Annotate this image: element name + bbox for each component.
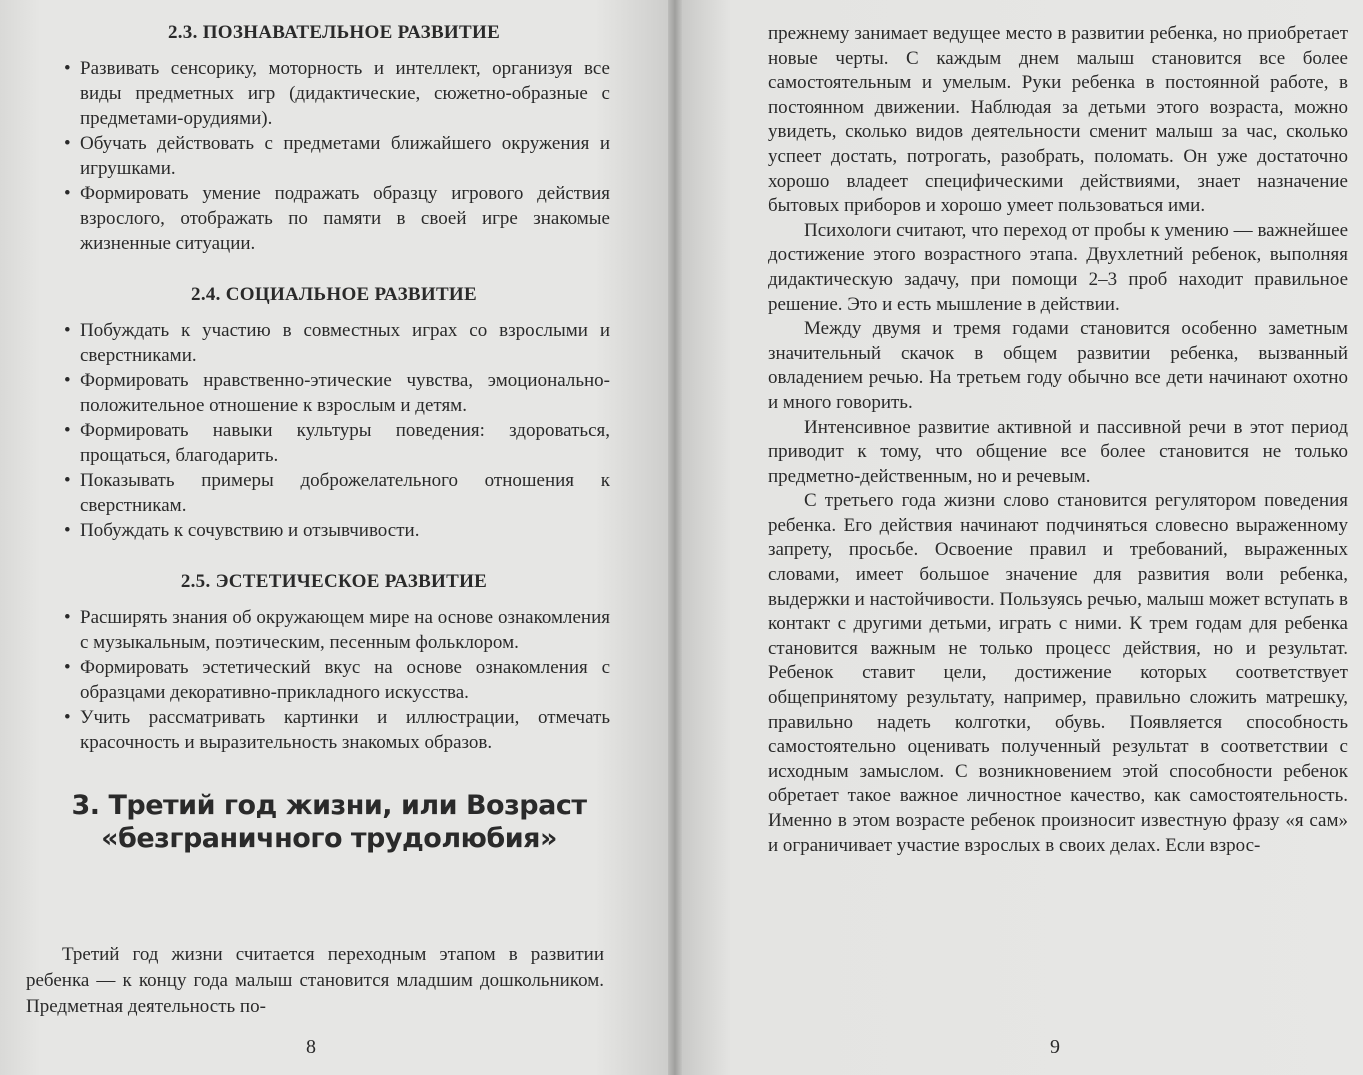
paragraph: Между двумя и тремя годами становится особенно заметным значительный скачок в общем развитии ребенка, вызванный овладением речью. На третьем году обычно все дети начинают охотно и много говорить. (768, 318, 1348, 413)
paragraph: Психологи считают, что переход от пробы к умению — важнейшее достижение этого возрастного этапа. Двухлетний ребенок, выполняя дидактическую задачу, при помощи 2–3 проб находит правильное решение. Это и есть мышление в действии. (768, 219, 1348, 315)
list-item: • Формировать нравственно-этические чувства, эмоционально-положительное отношение к взрослым и детям. (58, 368, 610, 418)
section-heading-social: 2.4. СОЦИАЛЬНОЕ РАЗВИТИЕ (191, 284, 477, 305)
paragraph: прежнему занимает ведущее место в развитии ребенка, но приобретает новые черты. С каждым днем малыш становится все более самостоятельным и умелым. Руки ребенка в постоянной работе, в постоянном движении. Наблюдая за детьми этого возраста, можно увидеть, сколько видов деятельности сменит малыш за час, сколько успеет достать, потрогать, разобрать, поломать. Он уже достаточно хорошо владеет специфическими действиями, знает назначение бытовых приборов и хорошо умеет пользоваться ими. (768, 23, 1348, 217)
chapter-title-line-1: 3. Третий год жизни, или Возраст (71, 790, 587, 821)
section-heading-aesthetic: 2.5. ЭСТЕТИЧЕСКОЕ РАЗВИТИЕ (180, 571, 488, 592)
right-page-content (768, 22, 1348, 858)
list-item: • Формировать умение подражать образцу игрового действия взрослого, отображать по памяти в своей игре знакомые жизненные ситуации. (58, 181, 610, 256)
aesthetic-list (58, 605, 610, 755)
page-number-left: 8 (306, 1036, 316, 1058)
book-spine (668, 0, 682, 1075)
list-item: • Формировать навыки культуры поведения: здороваться, прощаться, благодарить. (58, 418, 610, 468)
chapter-title (48, 789, 610, 855)
list-item: • Формировать эстетический вкус на основе ознакомления с образцами декоративно-прикладного искусства. (58, 655, 610, 705)
list-item: • Развивать сенсорику, моторность и интеллект, организуя все виды предметных игр (дидактические, сюжетно-образные с предметами-орудиями). (58, 56, 610, 131)
list-item: • Побуждать к сочувствию и отзывчивости. (58, 518, 610, 543)
cognitive-list (58, 56, 610, 256)
page-number-right: 9 (1050, 1036, 1060, 1058)
left-page-content (58, 18, 610, 855)
chapter-title-line-2: «безграничного трудолюбия» (101, 823, 557, 854)
list-item: • Расширять знания об окружающем мире на основе ознакомления с музыкальным, поэтическим, песенным фольклором. (58, 605, 610, 655)
list-item: • Показывать примеры доброжелательного отношения к сверстникам. (58, 468, 610, 518)
chapter-intro-paragraph: Третий год жизни считается переходным этапом в развитии ребенка — к концу года малыш становится младшим дошкольником. Предметная деятельность по- (26, 944, 604, 1017)
social-list (58, 318, 610, 543)
list-item: • Учить рассматривать картинки и иллюстрации, отмечать красочность и выразительность знакомых образов. (58, 705, 610, 755)
section-heading-cognitive: 2.3. ПОЗНАВАТЕЛЬНОЕ РАЗВИТИЕ (167, 22, 501, 43)
list-item: • Побуждать к участию в совместных играх со взрослыми и сверстниками. (58, 318, 610, 368)
list-item: • Обучать действовать с предметами ближайшего окружения и игрушками. (58, 131, 610, 181)
paragraph: Интенсивное развитие активной и пассивной речи в этот период приводит к тому, что общение все более становится не только предметно-действенным, но и речевым. (768, 416, 1348, 487)
paragraph: С третьего года жизни слово становится регулятором поведения ребенка. Его действия начинают подчиняться словесно выраженному запрету, просьбе. Освоение правил и требований, выраженных словами, имеет большое значение для развития воли ребенка, выдержки и настойчивости. Пользуясь речью, малыш может вступать в контакт с другими детьми, играть с ними. К трем годам для ребенка становится важным не только процесс действия, но и результат. Ребенок ставит цели, достижение которых соответствует общепринятому результату, например, правильно сложить матрешку, правильно надеть колготки, обувь. Появляется способность самостоятельно оценивать полученный результат в соответствии с исходным замыслом. С возникновением этой способности ребенок обретает такое важное личностное качество, как самостоятельность. Именно в этом возрасте ребенок произносит известную фразу «я сам» и ограничивает участие взрослых в своих делах. Если взрос- (768, 490, 1348, 856)
